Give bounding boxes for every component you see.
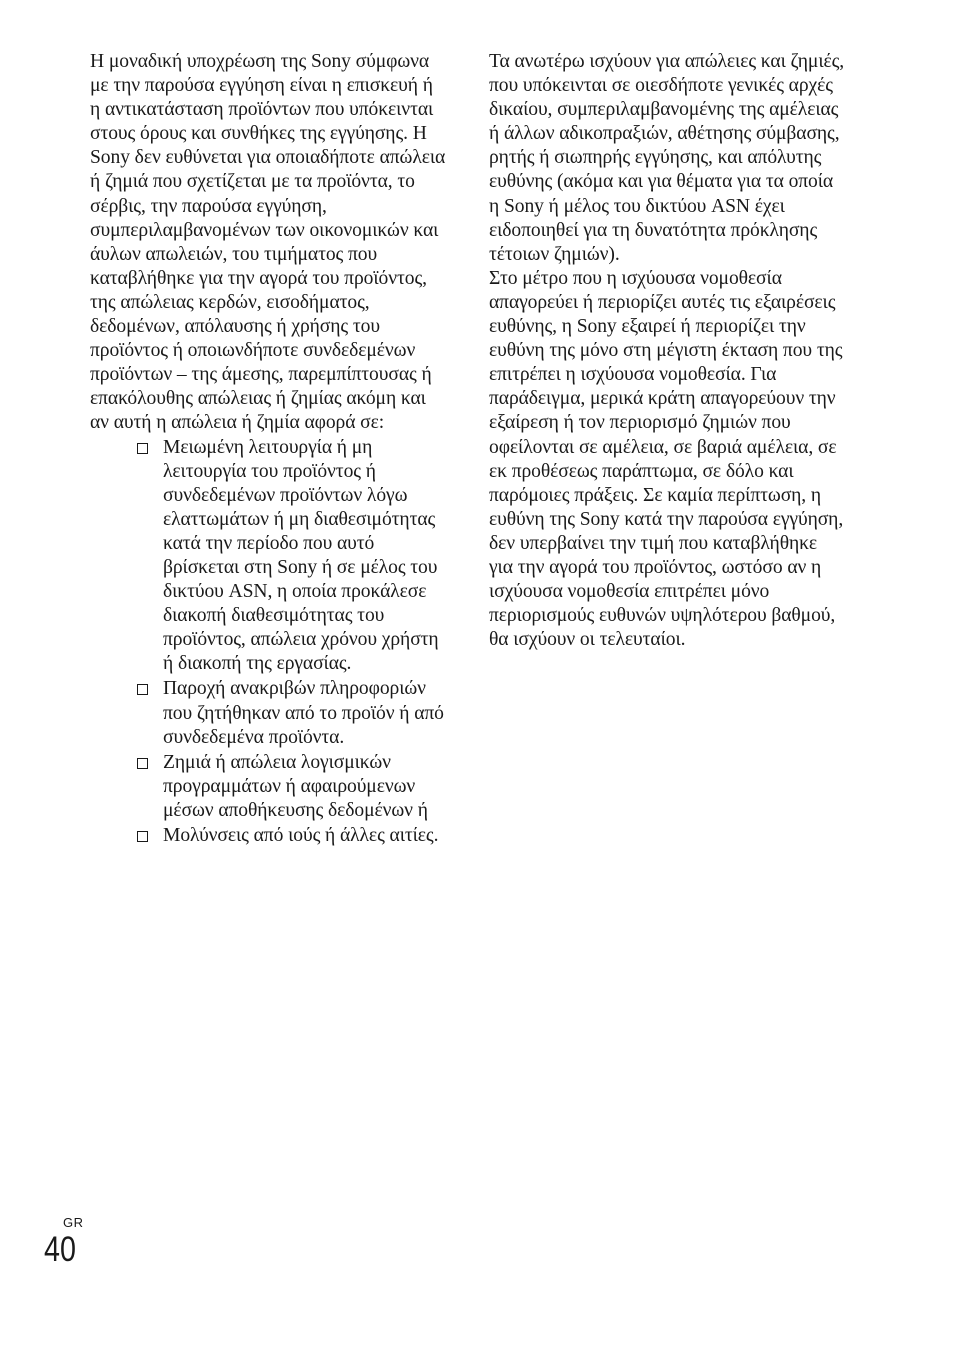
liability-paragraph: Τα ανωτέρω ισχύουν για απώλειες και ζημιές, που υπόκεινται σε οιεσδήποτε γενικές αρχές δικαίου, συμπεριλαμβανομένης της αμέλειας ή άλλων αδικοπραξιών, αθέτησης σύμβασης, ρητής ή σιωπηρής εγγύησης, και απόλυτης ευθύνης (ακόμα και για θέματα για τα οποία η Sony ή μέλος του δικτύου ASN έχει ειδοποιηθεί για τη δυνατότητα πρόκλησης τέτοιων ζημιών). — [489, 51, 845, 265]
list-item — [136, 824, 446, 848]
list-item — [136, 436, 446, 677]
right-column — [489, 50, 845, 652]
list-item — [136, 677, 446, 749]
list-item-text: Μολύνσεις από ιούς ή άλλες αιτίες. — [163, 825, 439, 846]
language-code: GR — [63, 1215, 84, 1230]
page-footer — [44, 1216, 84, 1270]
list-item — [136, 751, 446, 823]
list-item-text: Ζημιά ή απώλεια λογισμικών προγραμμάτων ή αφαιρούμενων μέσων αποθήκευσης δεδομένων ή — [163, 751, 428, 821]
checkbox-icon — [137, 758, 148, 769]
list-item-text: Παροχή ανακριβών πληροφοριών που ζητήθηκαν από το προϊόν ή από συνδεδεμένα προϊόντα. — [163, 678, 444, 748]
intro-paragraph: Η μοναδική υποχρέωση της Sony σύμφωνα με την παρούσα εγγύηση είναι η επισκευή ή η αντικατάσταση προϊόντων που υπόκεινται στους όρους και συνθήκες της εγγύησης. Η Sony δεν ευθύνεται για οποιαδήποτε απώλεια ή ζημιά που σχετίζεται με τα προϊόντα, το σέρβις, την παρούσα εγγύηση, συμπεριλαμβανομένων των οικονομικών και άυλων απωλειών, του τιμήματος που καταβλήθηκε για την αγορά του προϊόντος, της απώλειας κερδών, εισοδήματος, δεδομένων, απόλαυσης ή χρήσης του προϊόντος ή οποιωνδήποτε συνδεδεμένων προϊόντων – της άμεσης, παρεμπίπτουσας ή επακόλουθης απώλειας ή ζημίας ακόμη και αν αυτή η απώλεια ή ζημία αφορά σε: — [90, 51, 446, 434]
damage-list — [90, 436, 446, 849]
legislation-paragraph: Στο μέτρο που η ισχύουσα νομοθεσία απαγορεύει ή περιορίζει αυτές τις εξαιρέσεις ευθύνης, η Sony εξαιρεί ή περιορίζει την ευθύνη της μόνο στη μέγιστη έκταση που της επιτρέπει η ισχύουσα νομοθεσία. Για παράδειγμα, μερικά κράτη απαγορεύουν την εξαίρεση ή τον περιορισμό ζημιών που οφείλονται σε αμέλεια, σε βαριά αμέλεια, σε εκ προθέσεως παράπτωμα, σε δόλο και παρόμοιες πράξεις. Σε καμία περίπτωση, η ευθύνη της Sony κατά την παρούσα εγγύηση, δεν υπερβαίνει την τιμή που καταβλήθηκε για την αγορά του προϊόντος, ωστόσο αν η ισχύουσα νομοθεσία επιτρέπει μόνο περιορισμούς ευθυνών υψηλότερου βαθμού, θα ισχύουν οι τελευταίοι. — [489, 267, 844, 651]
list-item-text: Μειωμένη λειτουργία ή μη λειτουργία του προϊόντος ή συνδεδεμένων προϊόντων λόγω ελαττωμάτων ή μη διαθεσιμότητας κατά την περίοδο που αυτό βρίσκεται στη Sony ή σε μέλος του δικτύου ASN, η οποία προκάλεσε διακοπή διαθεσιμότητας του προϊόντος, απώλεια χρόνου χρήστη ή διακοπή της εργασίας. — [163, 436, 439, 675]
left-column — [90, 50, 446, 849]
checkbox-icon — [137, 831, 148, 842]
checkbox-icon — [137, 443, 148, 454]
page-number: 40 — [44, 1230, 76, 1269]
checkbox-icon — [137, 684, 148, 695]
